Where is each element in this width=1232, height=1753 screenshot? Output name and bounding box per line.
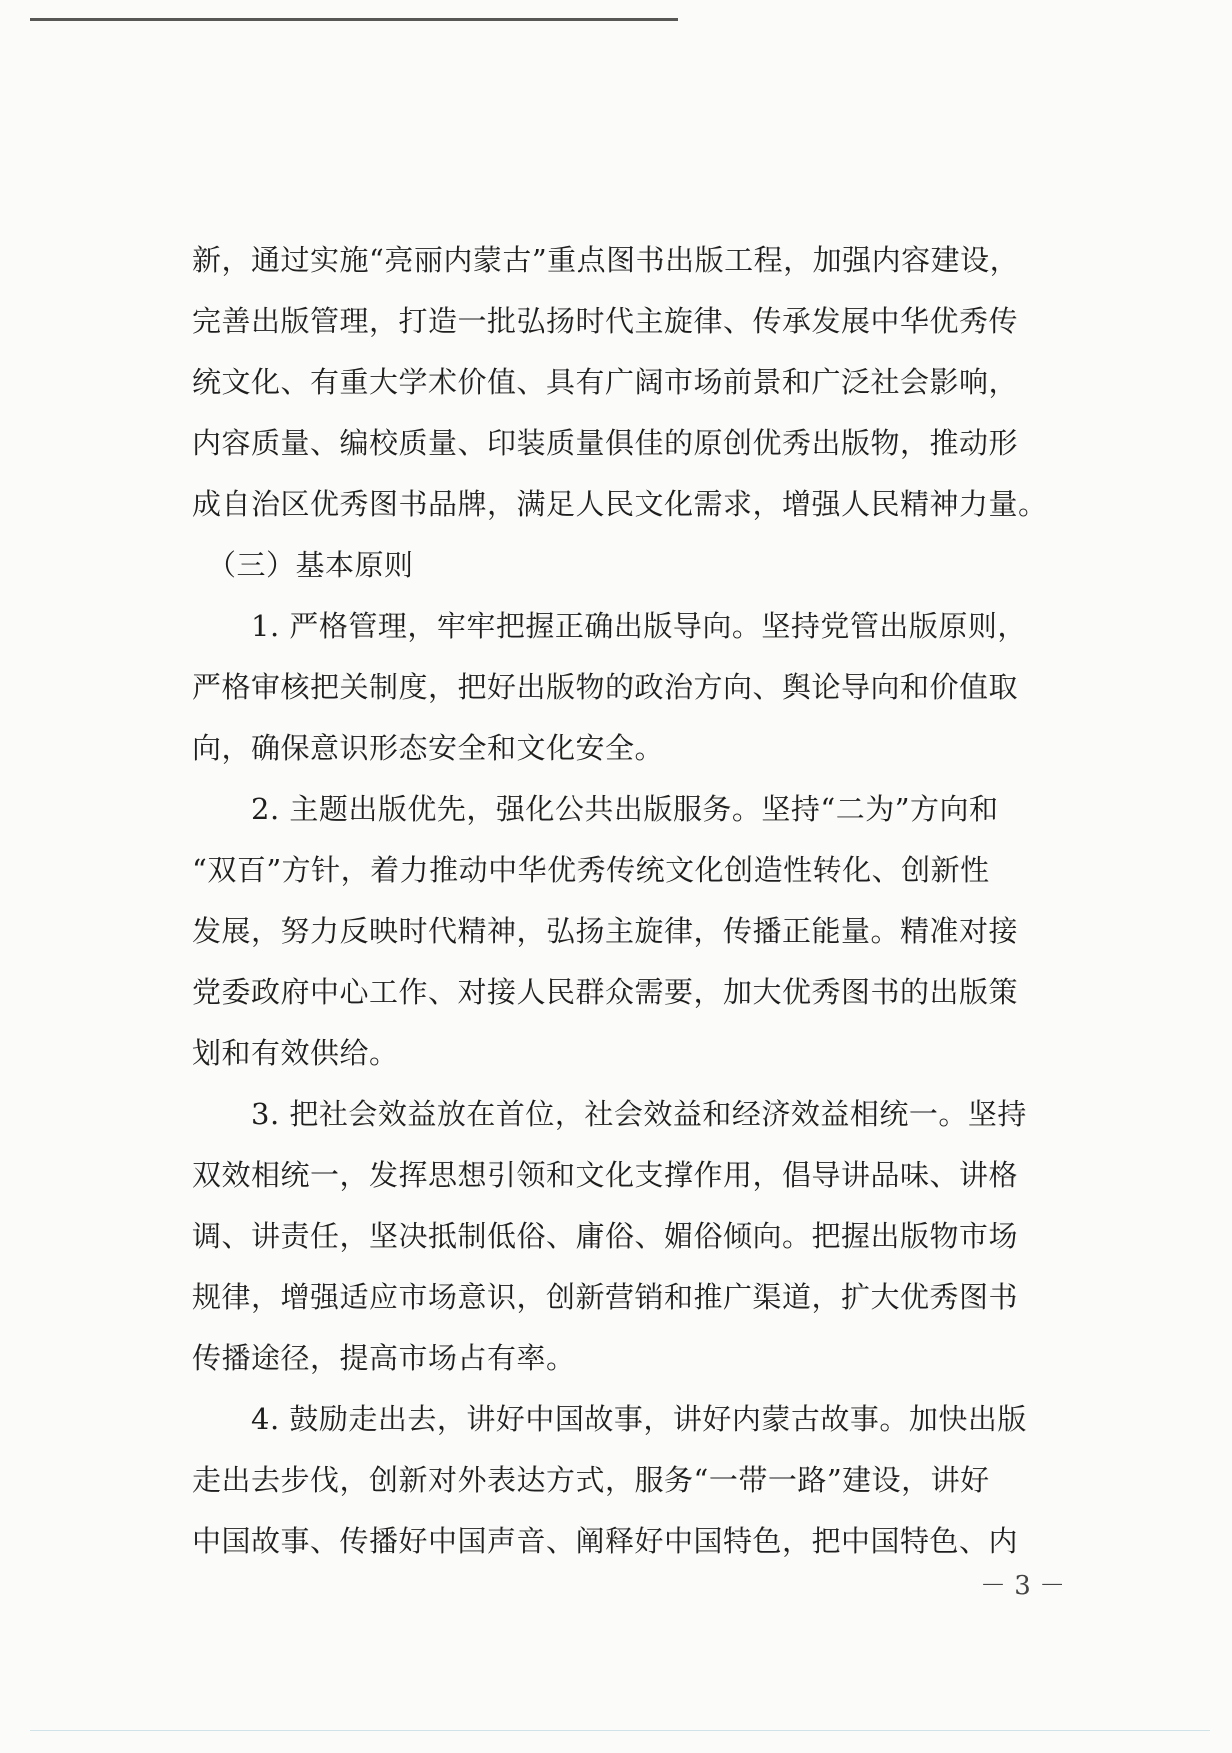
- text-line: 双效相统一，发挥思想引领和文化支撑作用，倡导讲品味、讲格: [192, 1158, 1019, 1192]
- text-line: 4. 鼓励走出去，讲好中国故事，讲好内蒙古故事。加快出版: [192, 1402, 1027, 1436]
- page-number: － 3 －: [980, 1571, 1066, 1601]
- text-line: 中国故事、传播好中国声音、阐释好中国特色，把中国特色、内: [192, 1524, 1019, 1558]
- text-line: 成自治区优秀图书品牌，满足人民文化需求，增强人民精神力量。: [192, 487, 1048, 521]
- text-line: 调、讲责任，坚决抵制低俗、庸俗、媚俗倾向。把握出版物市场: [192, 1219, 1019, 1253]
- text-line: 传播途径，提高市场占有率。: [192, 1341, 576, 1375]
- text-line: 统文化、有重大学术价值、具有广阔市场前景和广泛社会影响，: [192, 365, 1019, 399]
- text-line: 严格审核把关制度，把好出版物的政治方向、舆论导向和价值取: [192, 670, 1019, 704]
- text-line: 划和有效供给。: [192, 1036, 399, 1070]
- text-line: 发展，努力反映时代精神，弘扬主旋律，传播正能量。精准对接: [192, 914, 1019, 948]
- text-line: 1. 严格管理，牢牢把握正确出版导向。坚持党管出版原则，: [192, 609, 1027, 643]
- text-line: 向，确保意识形态安全和文化安全。: [192, 731, 665, 765]
- text-line: 内容质量、编校质量、印装质量俱佳的原创优秀出版物，推动形: [192, 426, 1019, 460]
- text-line: 新，通过实施“亮丽内蒙古”重点图书出版工程，加强内容建设，: [192, 243, 1020, 277]
- section-heading: （三）基本原则: [192, 548, 414, 582]
- text-line: 2. 主题出版优先，强化公共出版服务。坚持“二为”方向和: [192, 792, 999, 826]
- text-line: 党委政府中心工作、对接人民群众需要，加大优秀图书的出版策: [192, 975, 1019, 1009]
- body-text: [192, 230, 1052, 1572]
- text-line: 完善出版管理，打造一批弘扬时代主旋律、传承发展中华优秀传: [192, 304, 1019, 338]
- text-line: 走出去步伐，创新对外表达方式，服务“一带一路”建设，讲好: [192, 1463, 990, 1497]
- text-line: “双百”方针，着力推动中华优秀传统文化创造性转化、创新性: [192, 853, 990, 887]
- text-line: 3. 把社会效益放在首位，社会效益和经济效益相统一。坚持: [192, 1097, 1027, 1131]
- top-rule: [30, 18, 678, 21]
- bottom-rule: [30, 1730, 1210, 1731]
- text-line: 规律，增强适应市场意识，创新营销和推广渠道，扩大优秀图书: [192, 1280, 1019, 1314]
